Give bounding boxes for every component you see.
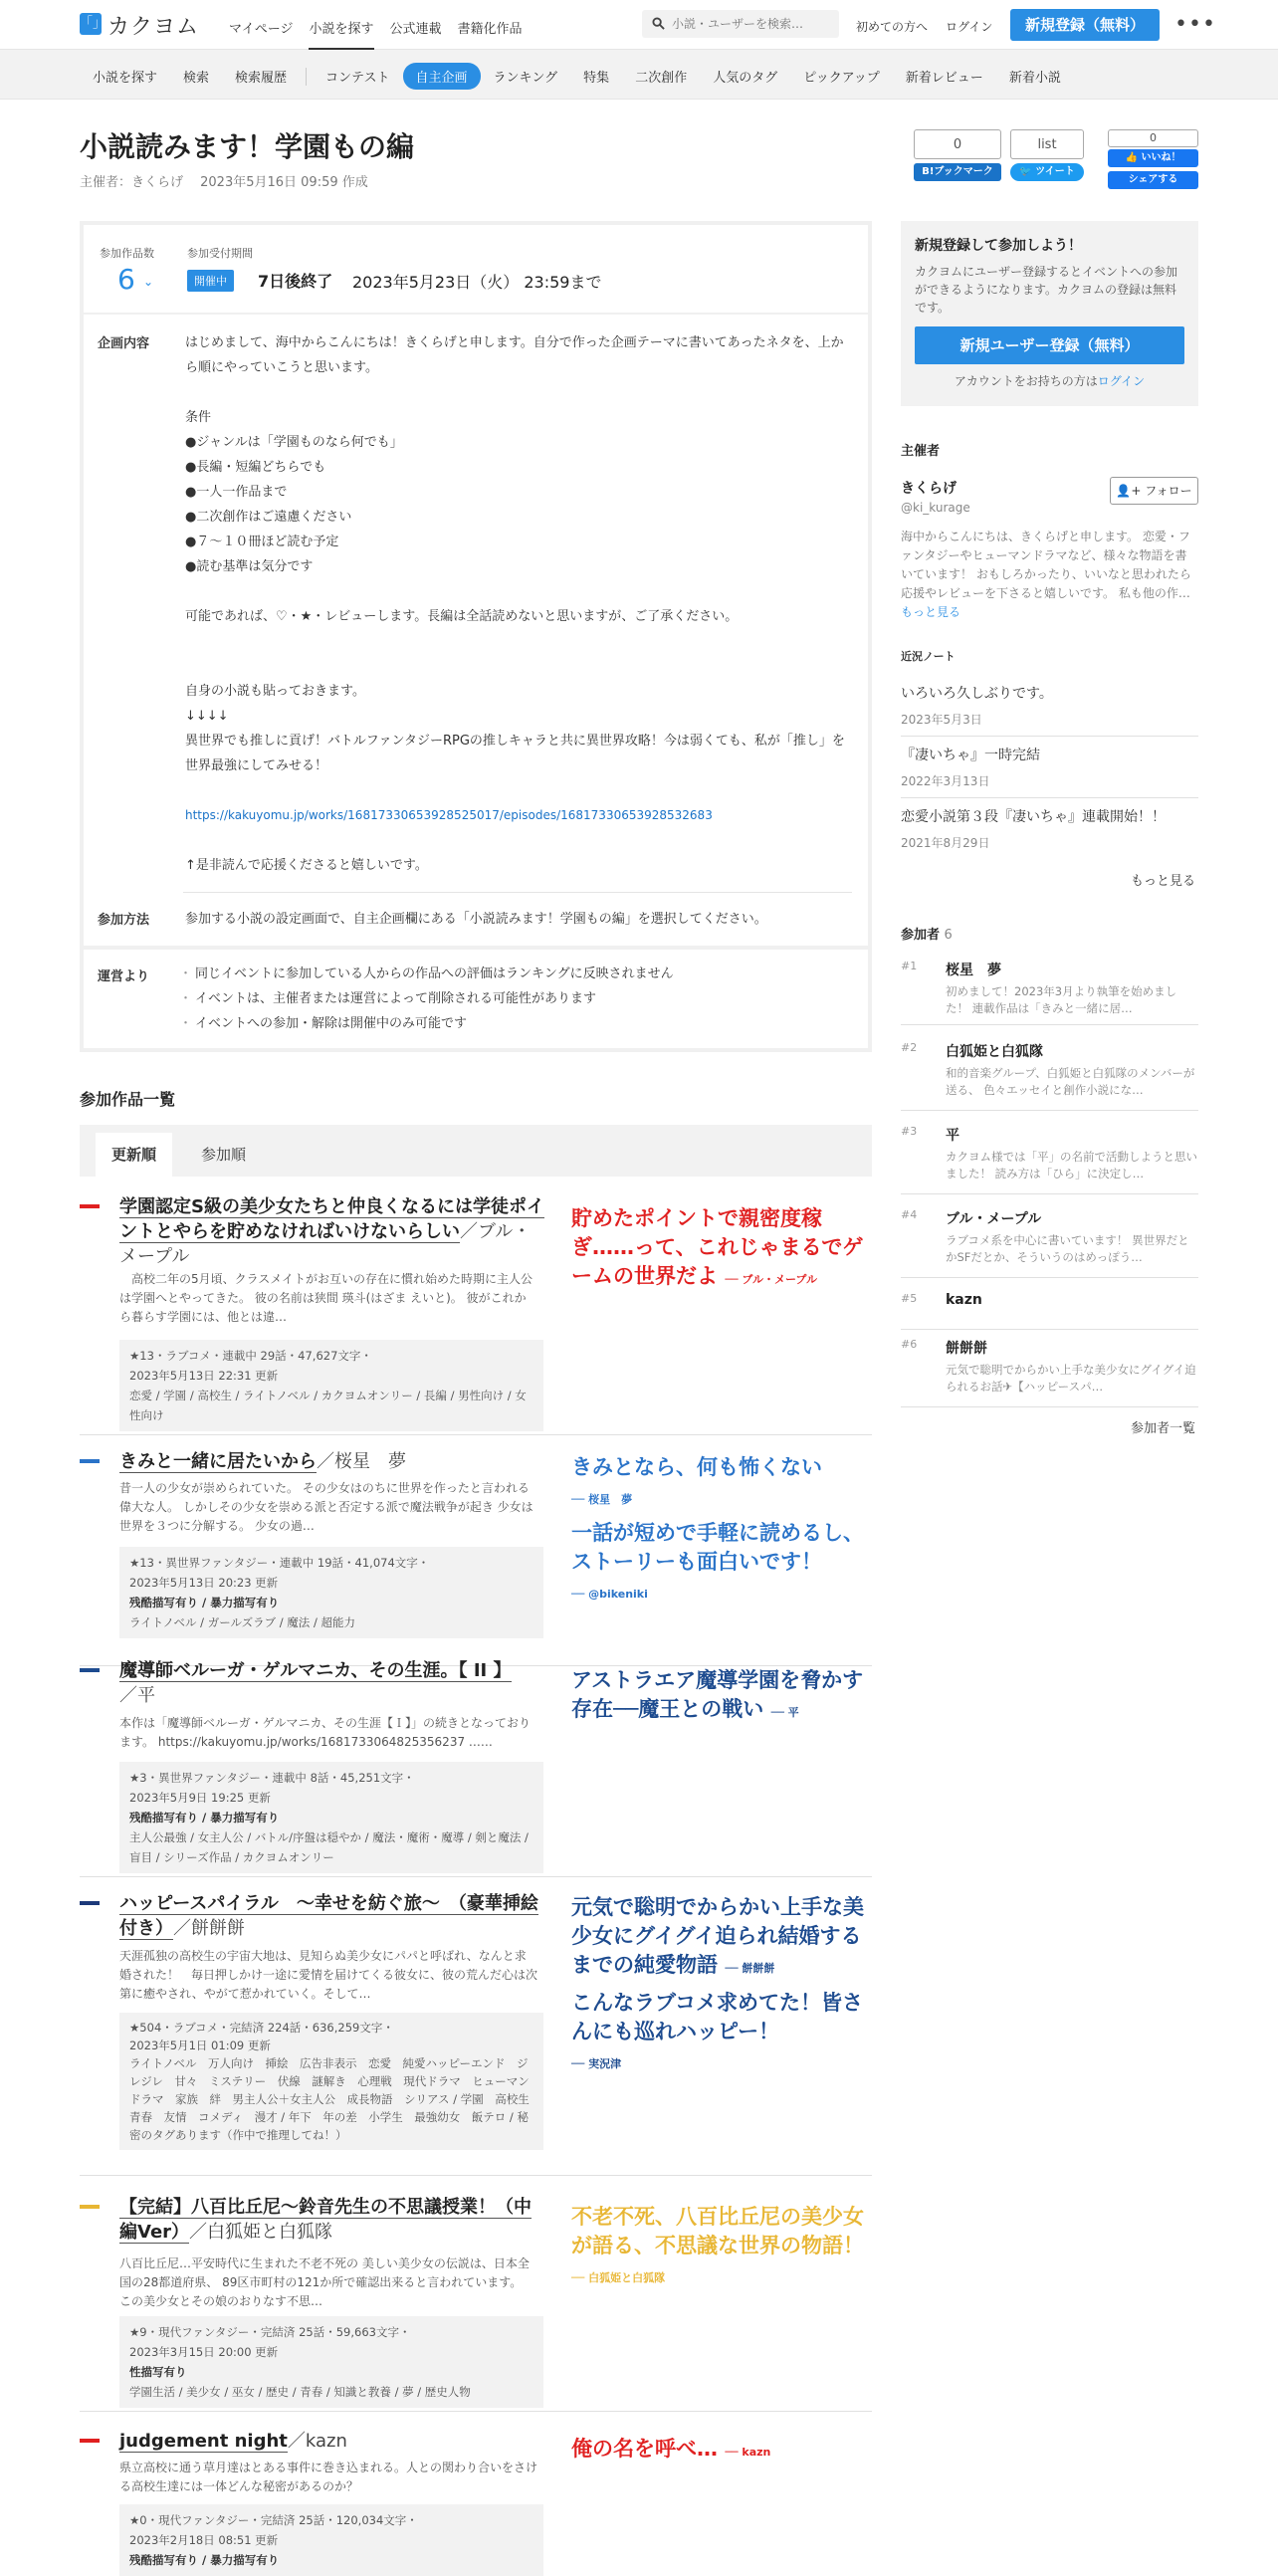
notes-more-link[interactable]: もっと見る bbox=[1131, 874, 1196, 889]
tab-sort-joined[interactable]: 参加順 bbox=[201, 1146, 247, 1164]
work-updated: 2023年5月13日 22:31 更新 bbox=[129, 1369, 279, 1383]
content-line: 条件 bbox=[185, 410, 212, 425]
work-intro: 天涯孤独の高校生の宇宙大地は、見知らぬ美少女にパパと呼ばれ、なんと求婚された！ 毎日押しかけ一途に愛情を届けてくる彼女に、彼の荒んだ心は次第に癒やされ、やがて惹かれていく。そして… bbox=[119, 1949, 538, 2001]
participant-number: #2 bbox=[901, 1041, 918, 1054]
rule-item: ・ イベントへの参加・解除は開催中のみ可能です bbox=[185, 1011, 852, 1036]
catchphrase-text: 一話が短めで手軽に読めるし、ストーリーも面白いです！ bbox=[571, 1521, 864, 1574]
work-title-block[interactable] bbox=[119, 1194, 547, 1269]
note-title[interactable]: 恋愛小説第３段『凄いちゃ』連載開始！！ bbox=[901, 809, 1166, 825]
content-line: はじめまして、海中からこんにちは！きくらげと申します。自分で作った企画テーマに書いてあったネタを、上から順にやっていこうと思います。 bbox=[185, 335, 844, 375]
work-color-bar bbox=[80, 1459, 100, 1463]
event-content-body bbox=[185, 330, 852, 878]
content-line: 自身の小説も貼っておきます。 bbox=[185, 684, 365, 699]
work-title[interactable]: ハッピースパイラル ～幸せを紡ぐ旅～ （豪華挿絵付き） bbox=[119, 1893, 538, 1939]
work-meta bbox=[119, 2316, 543, 2408]
work-updated: 2023年5月13日 20:23 更新 bbox=[129, 1576, 279, 1590]
catchphrase bbox=[571, 2435, 872, 2467]
content-line: ●ジャンルは「学園ものなら何でも」 bbox=[185, 435, 403, 450]
login-prompt-text: アカウントをお持ちの方は bbox=[954, 374, 1098, 388]
nav-find-novels[interactable]: 小説を探す bbox=[309, 18, 373, 37]
rules-list bbox=[185, 962, 852, 1036]
organizer-created-line: 主催者：きくらげ 2023年5月16日 09:59 作成 bbox=[80, 175, 368, 190]
search-input[interactable] bbox=[672, 14, 831, 34]
work-author[interactable]: ／kazn bbox=[287, 2431, 347, 2452]
content-line: 異世界でも推しに貢げ！バトルファンタジーRPGの推しキャラと共に異世界攻略！今は弱くても、私が「推し」を世界最強にしてみせる！ bbox=[185, 734, 845, 773]
chevron-down-icon[interactable]: ⌄ bbox=[143, 275, 154, 289]
participant-desc: 初めまして！2023年3月より執筆を始めました！ 連載作品は「きみと一緒に居… bbox=[946, 984, 1177, 1015]
search-box[interactable] bbox=[642, 10, 839, 38]
work-intro: 高校二年の5月頃、クラスメイトがお互いの存在に慣れ始めた時期に主人公は学園へとやってきた。 彼の名前は狭間 瑛斗(はざま えいと)。 彼がこれから暮らす学園には、他とは違… bbox=[119, 1272, 533, 1324]
work-stats: ★13・ラブコメ・連載中 29話・47,627文字・ bbox=[129, 1349, 372, 1363]
work-warnings: 残酷描写有り / 暴力描写有り bbox=[129, 1596, 280, 1610]
entry-period-row bbox=[84, 225, 868, 315]
work-title-block[interactable] bbox=[119, 2195, 547, 2245]
follow-label: フォロー bbox=[1145, 484, 1192, 498]
participant-name[interactable]: 餅餅餅 bbox=[946, 1341, 987, 1357]
facebook-like-widget bbox=[1108, 129, 1198, 189]
participant-name[interactable]: 平 bbox=[946, 1128, 959, 1144]
participant-item[interactable] bbox=[901, 1041, 1198, 1111]
catchphrase-author: ── 実況津 bbox=[571, 2057, 622, 2070]
entries-count[interactable]: 6 bbox=[117, 263, 135, 296]
participants-count: 6 bbox=[944, 928, 953, 943]
rule-item: ・ イベントは、主催者または運営によって削除される可能性があります bbox=[185, 986, 852, 1011]
works-sort-tabs bbox=[80, 1125, 872, 1177]
work-author[interactable]: ／ブル・メープル bbox=[119, 1221, 532, 1267]
participants-heading bbox=[901, 924, 953, 943]
work-title-block[interactable] bbox=[119, 1658, 547, 1708]
catchphrase-text: アストラエア魔導学園を脅かす存在──魔王との戦い bbox=[571, 1668, 864, 1721]
like-label: いいね！ bbox=[1141, 152, 1181, 163]
work-color-bar bbox=[80, 1668, 100, 1672]
work-updated: 2023年5月9日 19:25 更新 bbox=[129, 1791, 271, 1805]
catchphrase bbox=[571, 1519, 872, 1609]
subnav-new-reviews[interactable]: 新着レビュー bbox=[905, 71, 983, 86]
content-line bbox=[185, 380, 852, 405]
content-line: ↑是非読んで応援くださると嬉しいです。 bbox=[185, 858, 428, 873]
subnav-user-events[interactable]: 自主企画 bbox=[403, 63, 481, 90]
kakuyomu-logo-icon[interactable]: 「」 bbox=[80, 13, 102, 35]
catchphrase-author: ── 白狐姫と白狐隊 bbox=[571, 2271, 666, 2284]
twitter-bird-icon: 🐦 bbox=[1019, 166, 1032, 177]
participant-number: #4 bbox=[901, 1208, 918, 1221]
catchphrase-text: 俺の名を呼べ… bbox=[571, 2437, 718, 2461]
work-updated: 2023年2月18日 08:51 更新 bbox=[129, 2533, 279, 2547]
thumbs-up-icon: 👍 bbox=[1125, 152, 1138, 163]
subnav-find[interactable]: 小説を探す bbox=[93, 71, 158, 86]
tweet-label: ツイート bbox=[1035, 166, 1075, 177]
participant-desc: 和的音楽グループ、白狐姫と白狐隊のメンバーが送る、 色々エッセイと創作小説にな… bbox=[946, 1066, 1195, 1097]
rule-item: ・ 同じイベントに参加している人からの作品への評価はランキングに反映されません bbox=[185, 962, 852, 986]
participant-item[interactable] bbox=[901, 1338, 1198, 1407]
content-line: ●一人一作品まで bbox=[185, 485, 288, 500]
join-method-row bbox=[84, 893, 868, 946]
catchphrase-author: ── ブル・メープル bbox=[725, 1273, 817, 1286]
participant-item[interactable] bbox=[901, 1125, 1198, 1194]
organizer-name[interactable]: きくらげ bbox=[901, 481, 957, 497]
work-meta bbox=[119, 2013, 543, 2150]
work-item bbox=[80, 2429, 872, 2567]
work-stats: ★504・ラブコメ・完結済 224話・636,259文字・ bbox=[129, 2021, 394, 2035]
rules-row bbox=[84, 950, 868, 1048]
work-intro: 昔一人の少女が崇められていた。 その少女はのちに世界を作ったと言われる偉大な人。 しかしその少女を崇める派と否定する派で魔法戦争が起き 少女は世界を３つに分解する。 少女の過… bbox=[119, 1481, 533, 1533]
catchphrase-author: ── kazn bbox=[725, 2446, 771, 2459]
work-author[interactable]: ／平 bbox=[119, 1685, 155, 1706]
like-count: 0 bbox=[1108, 129, 1198, 147]
signup-prompt-text: カクヨムにユーザー登録するとイベントへの参加ができるようになります。カクヨムの登録は無料です。 bbox=[915, 265, 1178, 315]
more-menu-icon[interactable]: ••• bbox=[1174, 12, 1216, 37]
note-item[interactable] bbox=[901, 806, 1198, 859]
nav-mypage[interactable]: マイページ bbox=[229, 22, 294, 37]
subnav-search[interactable]: 検索 bbox=[183, 71, 210, 86]
subnav-search-history[interactable]: 検索履歴 bbox=[235, 71, 288, 86]
content-label: 企画内容 bbox=[98, 336, 150, 351]
work-stats: ★3・異世界ファンタジー・連載中 8話・45,251文字・ bbox=[129, 1771, 415, 1785]
work-tags[interactable]: ライトノベル 万人向け 挿絵 広告非表示 恋愛 純愛ハッピーエンド ジレジレ 甘々 ミステリー 伏線 謎解き 心理戦 現代ドラマ ヒューマンドラマ 家族 絆 男主人公＋女主人公 成長物語 シリアス / 学園 高校生 青春 友情 コメディ 漫才 / 年下 年の差 小学生 最強幼女 飯テロ / 秘密のタグあります（作中で推理してね！） bbox=[129, 2056, 541, 2142]
participant-number: #5 bbox=[901, 1292, 918, 1305]
work-meta bbox=[119, 1340, 543, 1431]
note-title[interactable]: いろいろ久しぶりです。 bbox=[901, 686, 1053, 702]
tweet-count: list bbox=[1010, 129, 1084, 159]
content-line: 可能であれば、♡・★・レビューします。長編は全話読めないと思いますが、ご了承ください。 bbox=[185, 609, 739, 624]
work-stats: ★13・異世界ファンタジー・連載中 19話・41,074文字・ bbox=[129, 1556, 430, 1570]
work-warnings: 残酷描写有り / 暴力描写有り bbox=[129, 1811, 280, 1825]
tweet-widget bbox=[1010, 129, 1084, 181]
work-warnings: 性描写有り bbox=[129, 2365, 187, 2379]
days-remaining: 7日後終了 bbox=[258, 272, 333, 291]
work-color-bar bbox=[80, 2439, 100, 2443]
global-nav bbox=[229, 18, 538, 37]
note-title[interactable]: 『凄いちゃ』一時完結 bbox=[901, 748, 1040, 763]
event-content-row bbox=[84, 315, 868, 892]
work-item bbox=[80, 1891, 872, 2176]
content-line bbox=[185, 654, 852, 679]
catchphrase-author: ── 桜星 夢 bbox=[571, 1493, 633, 1506]
organizer-heading: 主催者 bbox=[901, 444, 941, 459]
work-intro: 本作は「魔導師ベルーガ・ゲルマニカ、その生涯【Ｉ】」の続きとなっております。 https://kakuyomu.jp/works/1681733064825356237 …… bbox=[119, 1716, 532, 1749]
catchphrase bbox=[571, 1204, 872, 1294]
sidebar-login-link[interactable]: ログイン bbox=[1097, 374, 1146, 388]
event-info-box bbox=[80, 221, 872, 1052]
facebook-share-button[interactable]: シェアする bbox=[1108, 171, 1198, 189]
work-intro: 県立高校に通う草月達はとある事件に巻き込まれる。人との関わり合いをさける高校生達には一体どんな秘密があるのか？ bbox=[119, 2461, 538, 2493]
status-badge: 開催中 bbox=[187, 270, 234, 292]
work-stats: ★0・現代ファンタジー・完結済 25話・120,034文字・ bbox=[129, 2513, 418, 2527]
beginner-guide-link[interactable]: 初めての方へ bbox=[856, 20, 929, 34]
organizer-bio bbox=[901, 528, 1198, 622]
work-item bbox=[80, 2195, 872, 2412]
work-warnings: 残酷描写有り / 暴力描写有り bbox=[129, 2553, 280, 2567]
bio-more-link[interactable]: もっと見る bbox=[901, 605, 961, 619]
rules-label: 運営より bbox=[98, 969, 150, 984]
work-title[interactable]: 学園認定S級の美少女たちと仲良くなるには学徒ポイントとやらを貯めなければいけないらしい bbox=[119, 1196, 544, 1242]
catchphrase-text: きみとなら、何も怖くない bbox=[571, 1455, 822, 1479]
note-date: 2022年3月13日 bbox=[901, 774, 990, 788]
sub-nav bbox=[0, 50, 1278, 100]
work-item bbox=[80, 1194, 872, 1435]
subnav-ranking[interactable]: ランキング bbox=[493, 71, 558, 86]
subnav-popular-tags[interactable]: 人気のタグ bbox=[713, 71, 778, 86]
participant-desc: ラブコメ系を中心に書いています！ 異世界だとかSFだとか、そういうのはめっぽう… bbox=[946, 1233, 1189, 1264]
catchphrase-text: 元気で聡明でからかい上手な美少女にグイグイ迫られ結婚するまでの純愛物語 bbox=[571, 1895, 864, 1977]
subnav-contest[interactable]: コンテスト bbox=[325, 71, 390, 86]
content-line bbox=[185, 629, 852, 654]
participant-number: #1 bbox=[901, 960, 918, 972]
work-title[interactable]: 【完結】八百比丘尼～鈴音先生の不思議授業！（中編Ver） bbox=[119, 2197, 532, 2243]
site-logo-text[interactable]: カクヨム bbox=[107, 15, 200, 40]
catchphrase-author: ── 餅餅餅 bbox=[725, 1962, 775, 1975]
catchphrase bbox=[571, 1666, 872, 1727]
catchphrase bbox=[571, 1989, 872, 2078]
content-line bbox=[185, 778, 852, 803]
content-line: ●読む基準は気分です bbox=[185, 559, 314, 574]
like-button[interactable] bbox=[1108, 149, 1198, 167]
work-title-block[interactable] bbox=[119, 1891, 547, 1941]
nav-official-serial[interactable]: 公式連載 bbox=[389, 22, 442, 37]
participant-number: #6 bbox=[901, 1338, 918, 1351]
work-title-block[interactable] bbox=[119, 1449, 547, 1474]
subnav-feature[interactable]: 特集 bbox=[583, 71, 610, 86]
organizer-bio-text: 海中からこんにちは、きくらげと申します。 恋愛・ファンタジーやヒューマンドラマなど、様々な物語を書いています！ おもしろかったり、いいなと思われたら応援やレビューを下さると嬉しいです。 私も他の作… bbox=[901, 530, 1191, 600]
catchphrase-author: ── 平 bbox=[770, 1706, 799, 1719]
login-link[interactable]: ログイン bbox=[946, 20, 993, 34]
work-title[interactable]: judgement night bbox=[119, 2431, 288, 2452]
work-color-bar bbox=[80, 2205, 100, 2209]
work-meta bbox=[119, 1547, 543, 1638]
entries-count-label: 参加作品数 bbox=[100, 247, 154, 260]
bookmark-count: 0 bbox=[914, 129, 1001, 159]
work-title[interactable]: きみと一緒に居たいから bbox=[119, 1451, 317, 1472]
content-line: ●二次創作はご遠慮ください bbox=[185, 510, 352, 525]
signup-prompt-title: 新規登録して参加しよう！ bbox=[915, 238, 1082, 254]
top-header bbox=[0, 0, 1278, 50]
catchphrase bbox=[571, 2203, 872, 2292]
method-label: 参加方法 bbox=[98, 913, 150, 928]
catchphrase bbox=[571, 1453, 872, 1514]
participants-all-link[interactable]: 参加者一覧 bbox=[1131, 1421, 1196, 1436]
work-item bbox=[80, 1658, 872, 1877]
content-line: ●長編・短編どちらでも bbox=[185, 460, 326, 475]
content-line bbox=[185, 579, 852, 604]
participant-item[interactable] bbox=[901, 1292, 1198, 1330]
subnav-new-novels[interactable]: 新着小説 bbox=[1008, 71, 1061, 86]
entry-period-label: 参加受付期間 bbox=[187, 247, 253, 260]
works-section-title: 参加作品一覧 bbox=[80, 1090, 176, 1109]
participant-name[interactable]: kazn bbox=[946, 1292, 982, 1308]
note-date: 2021年8月29日 bbox=[901, 836, 990, 850]
participant-item[interactable] bbox=[901, 1208, 1198, 1278]
participant-name[interactable]: 桜星 夢 bbox=[946, 963, 1001, 978]
catchphrase-text: 貯めたポイントで親密度稼ぎ……って、これじゃまるでゲームの世界だよ bbox=[571, 1206, 864, 1288]
signup-prompt-box bbox=[901, 221, 1198, 406]
participant-name[interactable]: ブル・メープル bbox=[946, 1211, 1042, 1227]
work-tags[interactable]: ライトノベル / ガールズラブ / 魔法 / 超能力 bbox=[129, 1615, 355, 1629]
catchphrase-author: ── @bikeniki bbox=[571, 1588, 648, 1601]
catchphrase-text: 不老不死、八百比丘尼の美少女が語る、不思議な世界の物語！ bbox=[571, 2205, 864, 2257]
subnav-divider bbox=[306, 68, 307, 86]
hatena-bookmark-button[interactable]: B!ブックマーク bbox=[914, 163, 1001, 181]
participant-number: #3 bbox=[901, 1125, 918, 1138]
catchphrase-text: こんなラブコメ求めてた！皆さんにも巡れハッピー！ bbox=[571, 1991, 863, 2043]
work-tags[interactable]: 恋愛 / 学園 / 高校生 / ライトノベル / カクヨムオンリー / 長編 / 男性向け / 女性向け bbox=[129, 1389, 527, 1422]
work-title-block[interactable] bbox=[119, 2429, 547, 2454]
notes-heading: 近況ノート bbox=[901, 650, 956, 663]
organizer-id: @ki_kurage bbox=[901, 501, 970, 515]
work-stats: ★9・現代ファンタジー・完結済 25話・59,663文字・ bbox=[129, 2325, 411, 2339]
participant-desc: カクヨム様では「平」の名前で活動しようと思いました！ 読み方は「ひら」に決定し… bbox=[946, 1150, 1197, 1181]
work-author[interactable]: ／餅餅餅 bbox=[173, 1918, 245, 1939]
follow-button[interactable] bbox=[1110, 477, 1198, 505]
work-intro: 八百比丘尼…平安時代に生まれた不老不死の 美しい美少女の伝説は、日本全国の28都道府県、 89区市町村の121か所で確認出来ると言われています。 この美少女とその娘のおりなす不思… bbox=[119, 2256, 530, 2308]
work-item bbox=[80, 1449, 872, 1666]
subnav-pickup[interactable]: ピックアップ bbox=[803, 71, 880, 86]
participants-heading-text: 参加者 bbox=[901, 928, 941, 943]
work-author[interactable]: ／桜星 夢 bbox=[317, 1451, 406, 1472]
participant-item[interactable] bbox=[901, 960, 1198, 1025]
nav-published-works[interactable]: 書籍化作品 bbox=[457, 22, 523, 37]
signup-button[interactable]: 新規登録（無料） bbox=[1010, 9, 1160, 41]
method-text: 参加する小説の設定画面で、自主企画欄にある「小説読みます！学園もの編」を選択してください。 bbox=[185, 912, 767, 927]
tab-sort-updated[interactable]: 更新順 bbox=[96, 1133, 172, 1177]
work-meta bbox=[119, 2504, 543, 2576]
work-tags[interactable]: 学園生活 / 美少女 / 巫女 / 歴史 / 青春 / 知識と教養 / 夢 / 歴史人物 bbox=[129, 2385, 471, 2399]
tweet-button[interactable] bbox=[1010, 163, 1084, 181]
add-user-icon: 👤+ bbox=[1116, 484, 1142, 498]
work-tags[interactable]: 主人公最強 / 女主人公 / バトル/序盤は穏やか / 魔法・魔術・魔導 / 剣と魔法 / 盲目 / シリーズ作品 / カクヨムオンリー bbox=[129, 1830, 529, 1864]
work-color-bar bbox=[80, 1204, 100, 1208]
participant-name[interactable]: 白狐姫と白狐隊 bbox=[946, 1044, 1043, 1060]
search-icon bbox=[652, 17, 665, 30]
content-line: ↓↓↓↓ bbox=[185, 709, 229, 724]
note-item[interactable] bbox=[901, 745, 1198, 798]
work-updated: 2023年3月15日 20:00 更新 bbox=[129, 2345, 279, 2359]
register-user-button[interactable]: 新規ユーザー登録（無料） bbox=[915, 326, 1184, 364]
novel-url-link[interactable]: https://kakuyomu.jp/works/16817330653928525017/episodes/16817330653928532683 bbox=[185, 808, 713, 822]
work-title[interactable]: 魔導師ベルーガ・ゲルマニカ、その生涯。【 II 】 bbox=[119, 1660, 512, 1681]
subnav-fanfiction[interactable]: 二次創作 bbox=[635, 71, 688, 86]
deadline-date: 2023年5月23日（火） 23:59まで bbox=[352, 273, 602, 292]
participant-desc: 元気で聡明でからかい上手な美少女にグイグイ迫られるお話✈【ハッピースパ… bbox=[946, 1363, 1196, 1394]
note-item[interactable] bbox=[901, 683, 1198, 737]
work-updated: 2023年5月1日 01:09 更新 bbox=[129, 2039, 271, 2052]
work-author[interactable]: ／白狐姫と白狐隊 bbox=[189, 2222, 333, 2243]
page-title: 小説読みます！学園もの編 bbox=[80, 130, 415, 163]
catchphrase bbox=[571, 1893, 872, 1983]
note-date: 2023年5月3日 bbox=[901, 713, 982, 727]
login-prompt bbox=[915, 372, 1184, 389]
content-line: ●７～１０冊ほど読む予定 bbox=[185, 535, 339, 549]
work-color-bar bbox=[80, 1901, 100, 1905]
work-meta bbox=[119, 1762, 543, 1873]
hatena-bookmark-widget bbox=[914, 129, 1001, 181]
